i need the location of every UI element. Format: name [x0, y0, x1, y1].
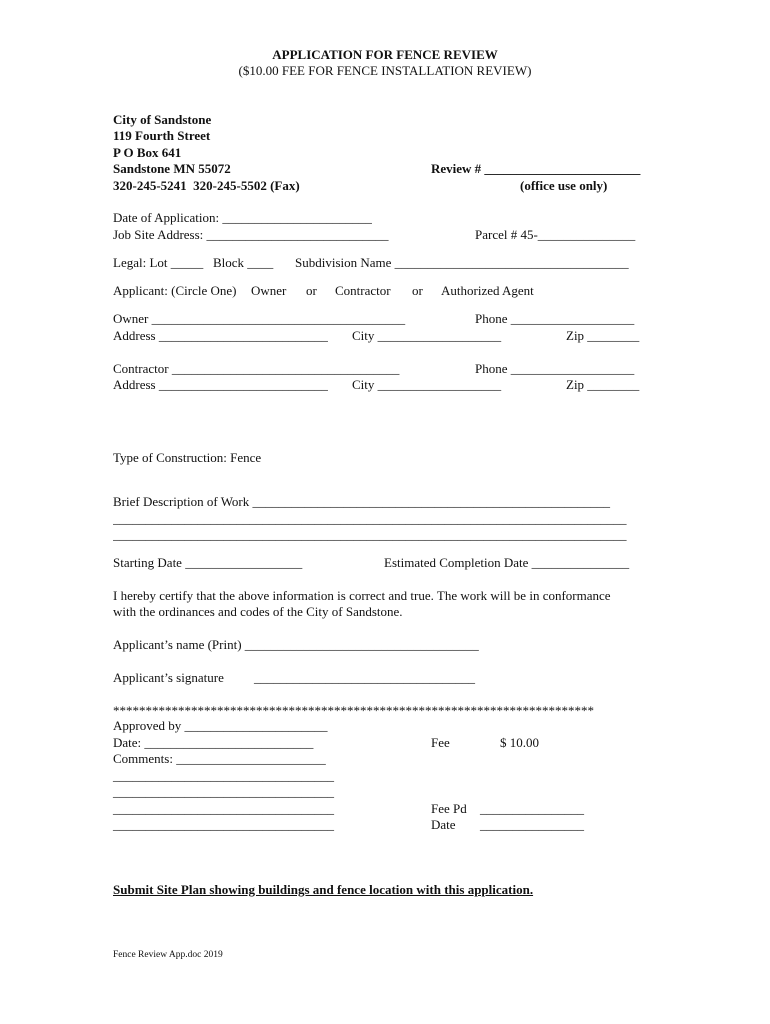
fee-paid-field[interactable]: ________________ [480, 801, 584, 816]
date-of-application-field[interactable]: Date of Application: _______________________ [113, 210, 372, 225]
fee-value: $ 10.00 [500, 735, 539, 750]
city-phones: 320-245-5241 320-245-5502 (Fax) [113, 178, 300, 193]
applicant-signature-field[interactable]: __________________________________ [254, 670, 475, 685]
comment-line[interactable]: __________________________________ [113, 817, 334, 832]
separator-stars: ************************************************************************** [113, 703, 594, 718]
starting-date-field[interactable]: Starting Date __________________ [113, 555, 303, 570]
review-number-field[interactable]: Review # ________________________ [431, 161, 641, 176]
owner-phone-field[interactable]: Phone ___________________ [475, 311, 635, 326]
fee-paid-label: Fee Pd [431, 801, 467, 816]
owner-field[interactable]: Owner _______________________________________ [113, 311, 406, 326]
city-name: City of Sandstone [113, 112, 212, 127]
applicant-type-label: Applicant: (Circle One) [113, 283, 237, 298]
job-site-address-field[interactable]: Job Site Address: ____________________________ [113, 227, 389, 242]
estimated-completion-field[interactable]: Estimated Completion Date _______________ [384, 555, 630, 570]
description-line-3[interactable]: _______________________________________________________________________________ [113, 527, 627, 542]
brief-description-field[interactable]: Brief Description of Work _______________________________________________________ [113, 494, 611, 509]
applicant-option-contractor[interactable]: Contractor [335, 283, 391, 298]
legal-lot-field[interactable]: Legal: Lot _____ [113, 255, 204, 270]
block-field[interactable]: Block ____ [213, 255, 274, 270]
certification-line-2: with the ordinances and codes of the City of Sandstone. [113, 604, 403, 619]
page-title: APPLICATION FOR FENCE REVIEW [272, 47, 498, 62]
applicant-option-agent[interactable]: Authorized Agent [441, 283, 534, 298]
comment-line[interactable]: __________________________________ [113, 784, 334, 799]
site-plan-notice: Submit Site Plan showing buildings and fence location with this application. [113, 882, 534, 897]
applicant-or-2: or [412, 283, 423, 298]
contractor-address-field[interactable]: Address __________________________ [113, 377, 328, 392]
applicant-signature-label: Applicant’s signature [113, 670, 224, 685]
city-state-zip: Sandstone MN 55072 [113, 161, 231, 176]
comment-line[interactable]: __________________________________ [113, 801, 334, 816]
document-footer: Fence Review App.doc 2019 [113, 950, 223, 960]
contractor-city-field[interactable]: City ___________________ [352, 377, 502, 392]
description-line-2[interactable]: _______________________________________________________________________________ [113, 511, 627, 526]
fee-label: Fee [431, 735, 450, 750]
applicant-or-1: or [306, 283, 317, 298]
contractor-field[interactable]: Contractor ___________________________________ [113, 361, 400, 376]
approval-date-field[interactable]: Date: __________________________ [113, 735, 314, 750]
page-subtitle: ($10.00 FEE FOR FENCE INSTALLATION REVIEW) [238, 63, 532, 78]
parcel-field[interactable]: Parcel # 45-_______________ [475, 227, 636, 242]
applicant-name-print-field[interactable]: Applicant’s name (Print) ____________________________________ [113, 637, 479, 652]
paid-date-field[interactable]: ________________ [480, 817, 584, 832]
owner-city-field[interactable]: City ___________________ [352, 328, 502, 343]
city-street: 119 Fourth Street [113, 128, 211, 143]
comments-field[interactable]: Comments: _______________________ [113, 751, 326, 766]
subdivision-name-field[interactable]: Subdivision Name ____________________________________ [295, 255, 629, 270]
applicant-option-owner[interactable]: Owner [251, 283, 287, 298]
contractor-phone-field[interactable]: Phone ___________________ [475, 361, 635, 376]
review-office-note: (office use only) [520, 178, 608, 193]
paid-date-label: Date [431, 817, 456, 832]
city-po-box: P O Box 641 [113, 145, 182, 160]
type-of-construction: Type of Construction: Fence [113, 450, 262, 465]
contractor-zip-field[interactable]: Zip ________ [566, 377, 640, 392]
owner-zip-field[interactable]: Zip ________ [566, 328, 640, 343]
certification-line-1: I hereby certify that the above information is correct and true. The work will be in conformance [113, 588, 611, 603]
approved-by-field[interactable]: Approved by ______________________ [113, 718, 328, 733]
owner-address-field[interactable]: Address __________________________ [113, 328, 328, 343]
comment-line[interactable]: __________________________________ [113, 768, 334, 783]
